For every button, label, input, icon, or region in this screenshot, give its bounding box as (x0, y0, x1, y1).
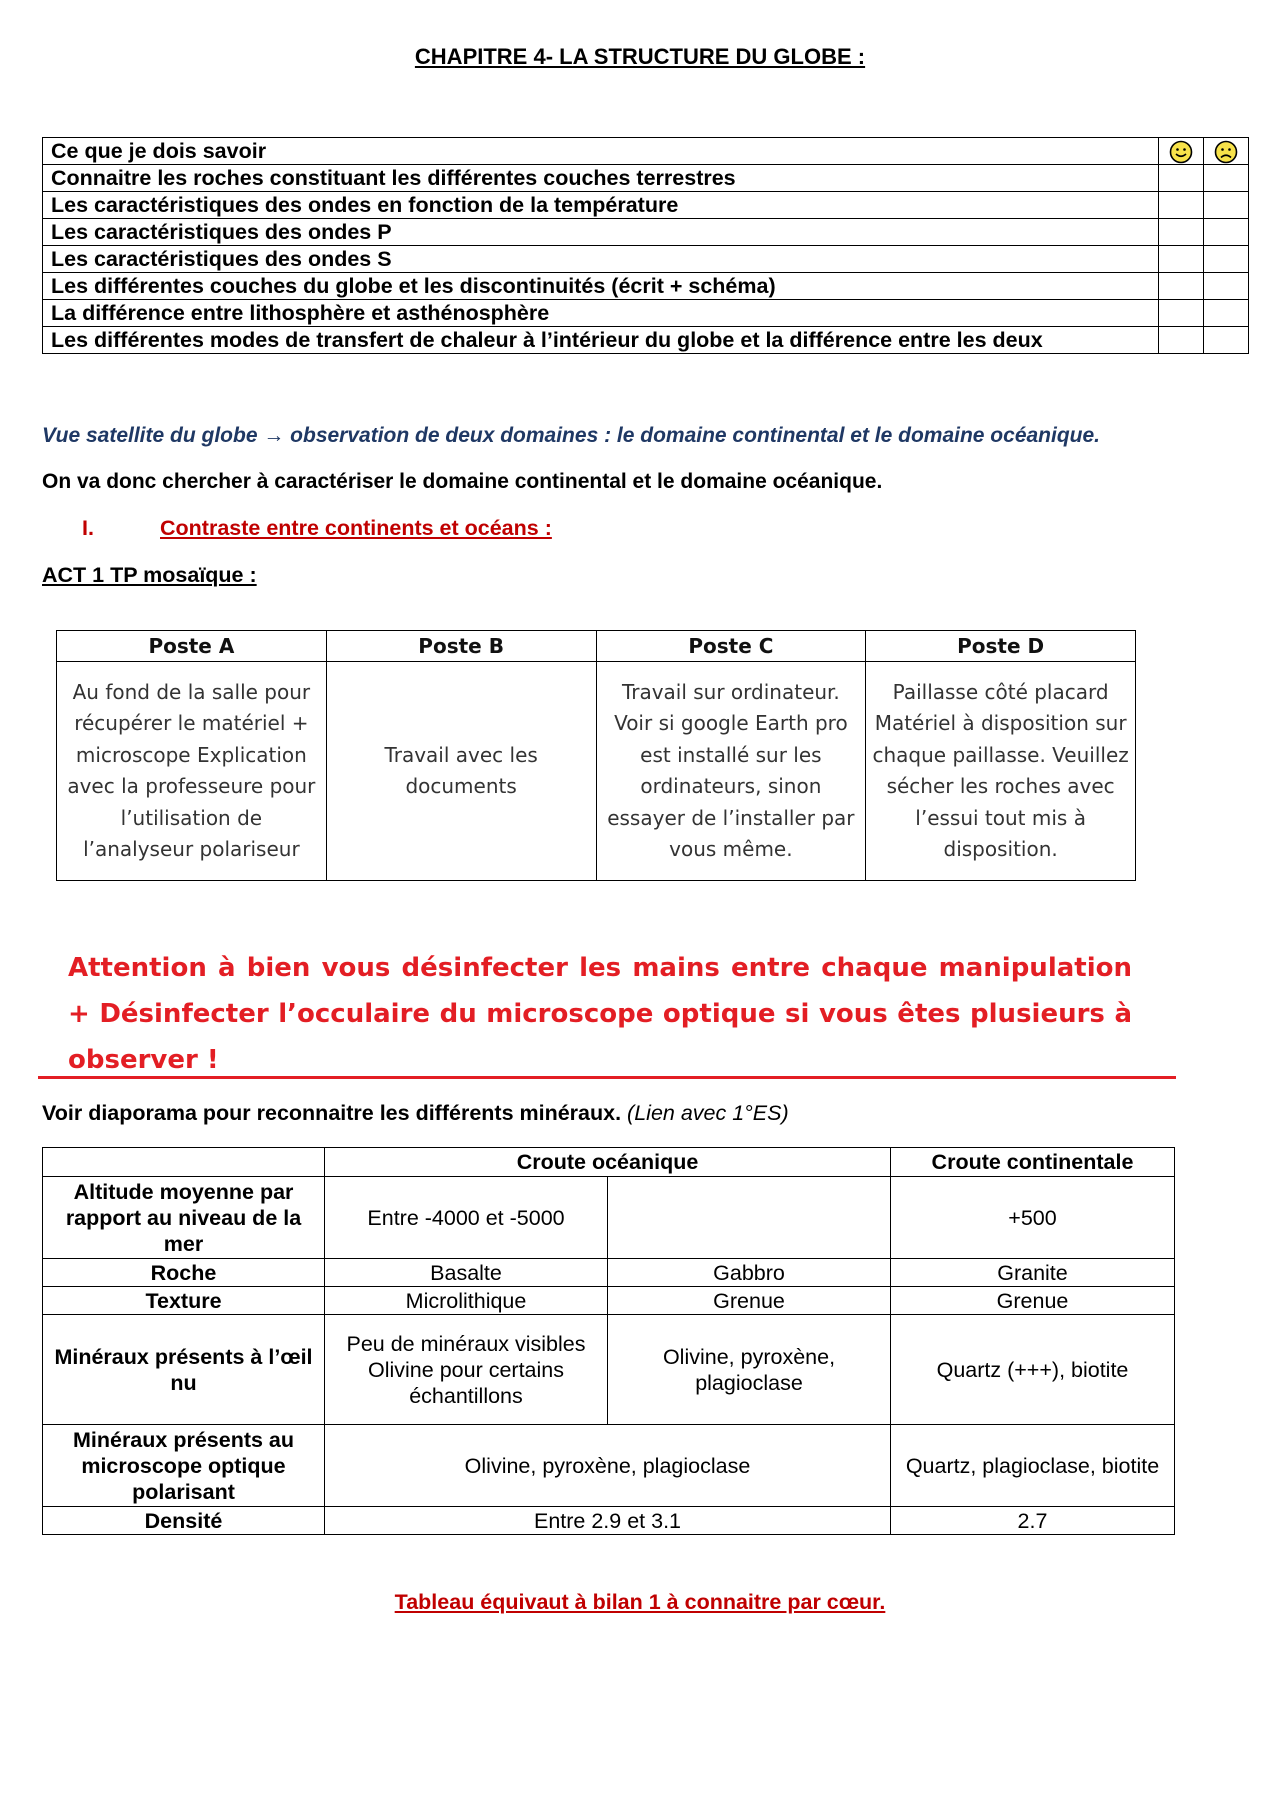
skill-ok-cell[interactable] (1159, 300, 1204, 327)
diaporama-link-note: (Lien avec 1°ES) (627, 1101, 789, 1125)
skill-text: Connaitre les roches constituant les différentes couches terrestres (43, 165, 1159, 192)
poste-text: Paillasse côté placard Matériel à disposition sur chaque paillasse. Veuillez sécher les roches avec l’essui tout mis à disposition. (866, 662, 1136, 881)
skill-text: Les différentes modes de transfert de chaleur à l’intérieur du globe et la différence entre les deux (43, 327, 1159, 354)
skill-row (43, 300, 1249, 327)
table-cell: Entre 2.9 et 3.1 (325, 1507, 891, 1535)
skill-ko-cell[interactable] (1204, 246, 1249, 273)
skill-text: Les différentes couches du globe et les discontinuités (écrit + schéma) (43, 273, 1159, 300)
row-label: Minéraux présents à l’œil nu (43, 1315, 325, 1425)
divider (38, 1076, 1176, 1079)
table-cell: Microlithique (325, 1287, 608, 1315)
poste-text: Travail avec les documents (326, 662, 596, 881)
skill-text: Les caractéristiques des ondes P (43, 219, 1159, 246)
poste-text: Travail sur ordinateur. Voir si google Earth pro est installé sur les ordinateurs, sinon essayer de l’installer par vous même. (596, 662, 866, 881)
poste-name: Poste D (866, 631, 1136, 662)
skill-row (43, 219, 1249, 246)
skills-header: Ce que je dois savoir (43, 138, 1159, 165)
skill-row (43, 165, 1249, 192)
postes-body-row (57, 662, 1136, 881)
diaporama-note (42, 1101, 789, 1126)
table-cell: Basalte (325, 1259, 608, 1287)
smiling-face-header (1159, 138, 1204, 165)
skills-header-row (43, 138, 1249, 165)
table-cell: Granite (891, 1259, 1175, 1287)
oceanic-header: Croute océanique (325, 1148, 891, 1177)
continental-header: Croute continentale (891, 1148, 1175, 1177)
table-cell: Entre -4000 et -5000 (325, 1177, 608, 1259)
row-label: Altitude moyenne par rapport au niveau de la mer (43, 1177, 325, 1259)
table-cell: Olivine, pyroxène, plagioclase (325, 1425, 891, 1507)
table-cell: Grenue (891, 1287, 1175, 1315)
poste-text: Au fond de la salle pour récupérer le matériel + microscope Explication avec la professeure pour l’utilisation de l’analyseur polariseur (57, 662, 327, 881)
table-cell: Grenue (608, 1287, 891, 1315)
skill-row (43, 192, 1249, 219)
skill-ok-cell[interactable] (1159, 192, 1204, 219)
skill-ko-cell[interactable] (1204, 165, 1249, 192)
skill-row (43, 327, 1249, 354)
final-note: Tableau équivaut à bilan 1 à connaitre par cœur. (394, 1590, 886, 1614)
postes-header-row (57, 631, 1136, 662)
smiling-face-icon (1169, 140, 1193, 164)
table-cell (608, 1177, 891, 1259)
sad-face-header (1204, 138, 1249, 165)
empty-corner-cell (43, 1148, 325, 1177)
skill-text: La différence entre lithosphère et asthénosphère (43, 300, 1159, 327)
activity-title: ACT 1 TP mosaïque : (42, 563, 257, 587)
skill-row (43, 273, 1249, 300)
table-cell: +500 (891, 1177, 1175, 1259)
table-row (43, 1507, 1175, 1535)
section-number: I. (82, 516, 94, 540)
skill-text: Les caractéristiques des ondes en fonction de la température (43, 192, 1159, 219)
poste-name: Poste B (326, 631, 596, 662)
safety-warning: Attention à bien vous désinfecter les mains entre chaque manipulation + Désinfecter l’occulaire du microscope optique si vous êtes plusieurs à observer ! (68, 953, 1132, 1075)
skill-ok-cell[interactable] (1159, 165, 1204, 192)
table-cell: Peu de minéraux visibles Olivine pour certains échantillons (325, 1315, 608, 1425)
crust-comparison-table (42, 1147, 1175, 1535)
skill-ok-cell[interactable] (1159, 219, 1204, 246)
table-header-row (43, 1148, 1175, 1177)
sad-face-icon (1214, 140, 1238, 164)
skill-ko-cell[interactable] (1204, 300, 1249, 327)
postes-table (56, 630, 1136, 881)
skill-text: Les caractéristiques des ondes S (43, 246, 1159, 273)
table-row (43, 1315, 1175, 1425)
diaporama-text: Voir diaporama pour reconnaitre les différents minéraux. (42, 1101, 622, 1125)
skill-ko-cell[interactable] (1204, 327, 1249, 354)
poste-name: Poste C (596, 631, 866, 662)
skill-row (43, 246, 1249, 273)
table-row (43, 1259, 1175, 1287)
table-cell: Quartz, plagioclase, biotite (891, 1425, 1175, 1507)
skills-checklist-table (42, 137, 1249, 354)
intro-text: On va donc chercher à caractériser le domaine continental et le domaine océanique. (42, 470, 883, 493)
table-row (43, 1287, 1175, 1315)
skill-ok-cell[interactable] (1159, 273, 1204, 300)
poste-name: Poste A (57, 631, 327, 662)
skill-ko-cell[interactable] (1204, 273, 1249, 300)
satellite-note: Vue satellite du globe → observation de deux domaines : le domaine continental et le domaine océanique. (42, 424, 1101, 447)
row-label: Minéraux présents au microscope optique polarisant (43, 1425, 325, 1507)
row-label: Texture (43, 1287, 325, 1315)
page-title: CHAPITRE 4- LA STRUCTURE DU GLOBE : (414, 44, 866, 69)
skill-ko-cell[interactable] (1204, 219, 1249, 246)
skill-ok-cell[interactable] (1159, 327, 1204, 354)
table-cell: Quartz (+++), biotite (891, 1315, 1175, 1425)
row-label: Densité (43, 1507, 325, 1535)
table-cell: 2.7 (891, 1507, 1175, 1535)
row-label: Roche (43, 1259, 325, 1287)
table-cell: Olivine, pyroxène, plagioclase (608, 1315, 891, 1425)
table-row (43, 1177, 1175, 1259)
skill-ko-cell[interactable] (1204, 192, 1249, 219)
table-row (43, 1425, 1175, 1507)
skill-ok-cell[interactable] (1159, 246, 1204, 273)
table-cell: Gabbro (608, 1259, 891, 1287)
section-title: Contraste entre continents et océans : (160, 516, 552, 540)
